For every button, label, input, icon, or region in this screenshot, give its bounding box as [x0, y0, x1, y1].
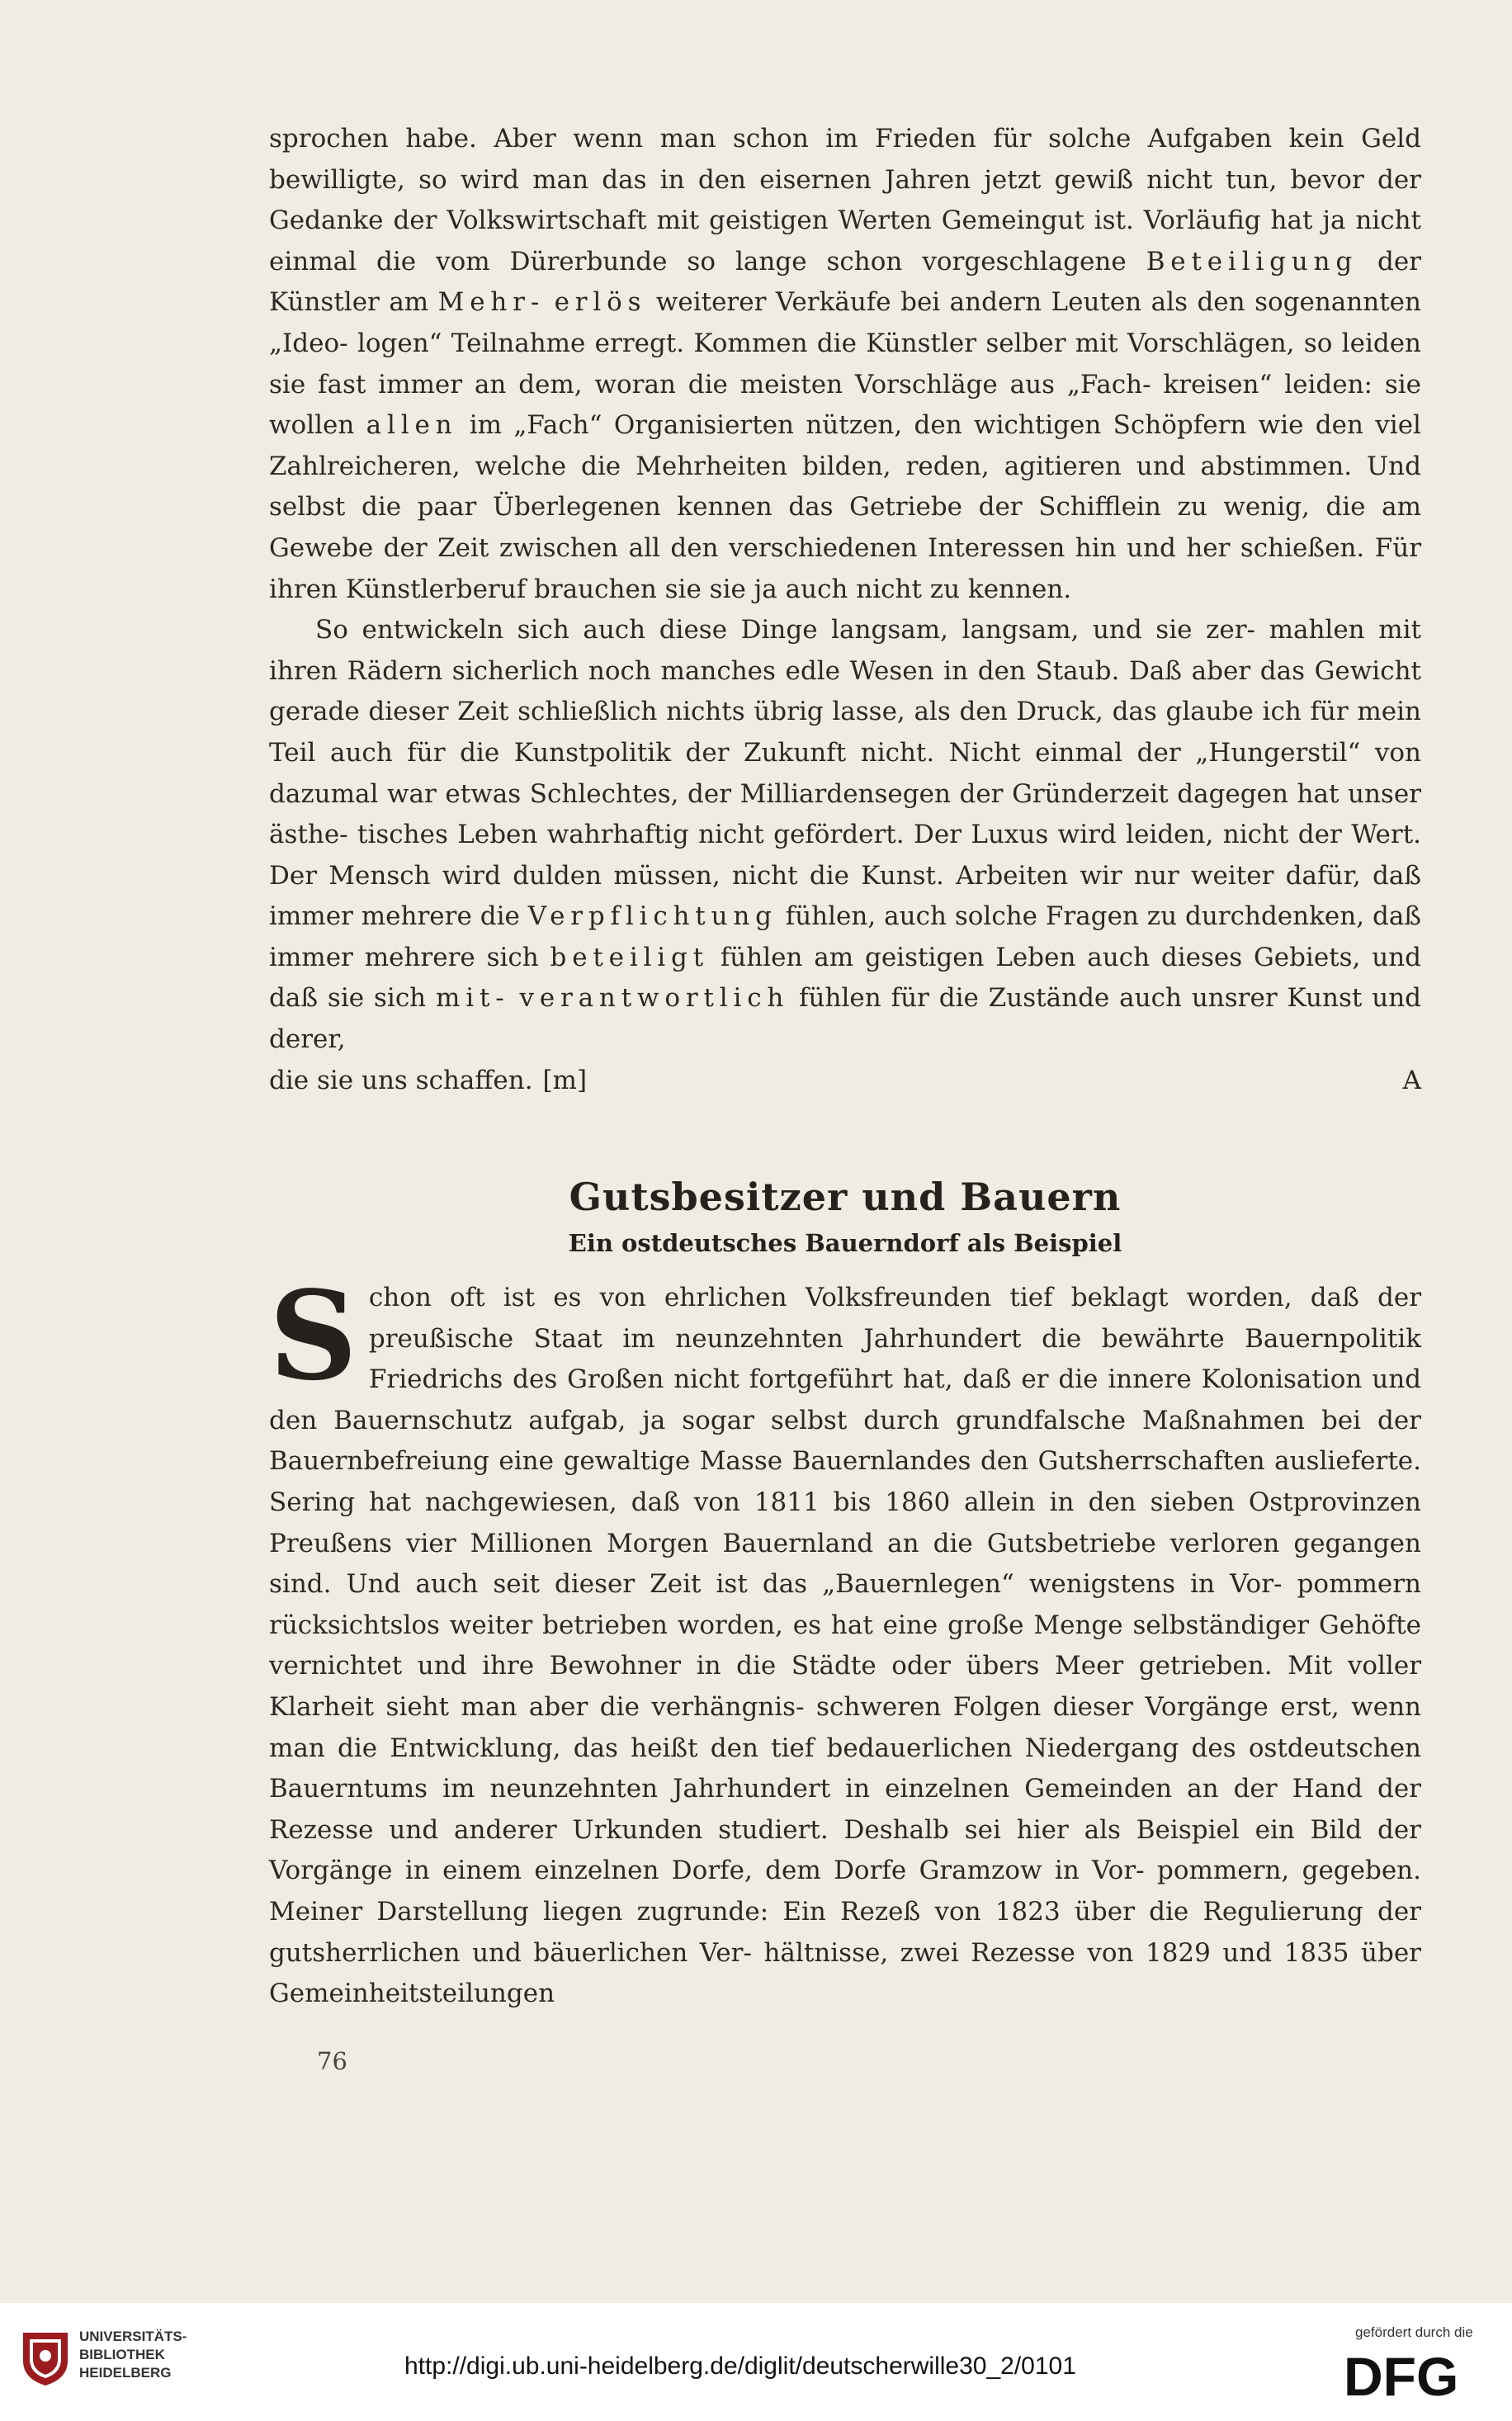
text-line: tisches Leben wahrhaftig nicht gefördert. Der Luxus wird leiden, nicht	[357, 820, 1289, 850]
paragraph	[269, 610, 1421, 1061]
text-line: zwischen all den verschiedenen Interessen hin und her schießen. Für ihren	[269, 532, 1422, 604]
text-line: den Druck, das glaube ich für mein Teil auch für die Kunstpolitik der	[269, 697, 1422, 768]
text-line: fühlen am geistigen Leben auch dieses Gebiets, und daß sie sich	[269, 942, 1421, 1014]
text-line: hältnisse, zwei Rezesse von 1829 und 1835 über Gemeinheitsteilungen	[269, 1937, 1421, 2009]
text-line: auch solche Fragen zu durchdenken, daß immer mehrere sich	[269, 901, 1422, 972]
emphasis-text: beteiligt	[550, 942, 709, 972]
text-line: pommern, gegeben. Meiner Darstellung liegen zugrunde: Ein Rezeß	[269, 1856, 1421, 1927]
institution-name	[79, 2328, 187, 2382]
text-line: Daß aber das Gewicht gerade dieser Zeit schließlich nichts übrig lasse, als	[269, 655, 1421, 727]
article-continuation	[269, 119, 1421, 1101]
text-line: die sie uns schaffen.	[269, 1065, 533, 1095]
source-url[interactable]: http://digi.ub.uni-heidelberg.de/diglit/deutscherwille30_2/0101	[404, 2352, 1076, 2380]
text-line: übers Meer getrieben. Mit voller Klarheit sieht man aber die verhängnis-	[269, 1651, 1422, 1722]
text-line: kein Geld bewilligte, so wird man das in den eisernen Jahren jetzt gewiß	[269, 124, 1422, 195]
text-line: heißt den tief bedauerlichen Niedergang des ostdeutschen Bauerntums im	[269, 1733, 1422, 1804]
emphasis-text: Beteiligung	[1146, 246, 1358, 277]
text-line: fühlen,	[777, 901, 876, 932]
article-body	[269, 1264, 1422, 2015]
emphasis-text: Mehr-	[437, 287, 546, 318]
text-line: so leiden sie fast immer an dem, woran die meisten Vorschläge aus „Fach-	[269, 328, 1422, 400]
text-line: wir nur weiter dafür, daß immer mehrere die	[269, 860, 1422, 932]
text-line: der Vorgänge in einem einzelnen Dorfe, dem Dorfe Gramzow in Vor-	[269, 1814, 1421, 1886]
text-line: Zukunft nicht. Nicht einmal der „Hungerstil“ von dazumal war etwas	[269, 737, 1421, 809]
institution-line: UNIVERSITÄTS-	[79, 2329, 187, 2344]
closing-line	[269, 1061, 1421, 1102]
closing-text	[269, 1061, 588, 1102]
institution-line: BIBLIOTHEK	[79, 2347, 165, 2362]
dfg-logo-icon	[1344, 2349, 1492, 2402]
article-heading	[269, 1172, 1421, 1261]
text-line: neunzehnten Jahrhundert in einzelnen Gemeinden an der Hand der Rezesse	[269, 1774, 1421, 1845]
drop-cap: S	[269, 1264, 357, 1407]
text-line: nicht tun, bevor der Gedanke der Volkswirtschaft mit geistigen Werten	[269, 164, 1421, 236]
dfg-logo-text: DFG	[1344, 2349, 1459, 2402]
emphasis-text: verantwortlich	[519, 983, 790, 1014]
author-initial: A	[1402, 1065, 1421, 1095]
emphasis-text: allen	[366, 410, 458, 441]
text-line: fühlen für die Zustände auch unsrer Kunst und derer,	[269, 983, 1422, 1055]
text-line: So entwickeln sich auch diese Dinge langsam, langsam, und sie zer-	[315, 615, 1255, 645]
text-line: der Künstler am	[269, 246, 1421, 318]
text-line: lange schon vorgeschlagene	[735, 246, 1146, 277]
article-title: Gutsbesitzer und Bauern	[569, 1175, 1122, 1219]
text-line: Schlechtes, der Milliardensegen der Gründerzeit dagegen hat unser ästhe-	[269, 778, 1421, 850]
text-line: der preußische Staat im neunzehnten Jahrhundert die bewährte	[368, 1283, 1422, 1354]
text-line: innere Kolonisation und den Bauernschutz aufgab, ja sogar selbst durch	[269, 1364, 1421, 1435]
text-line: mahlen mit ihren Rädern sicherlich noch manches edle Wesen in den Staub.	[269, 615, 1421, 686]
university-seal-icon	[20, 2329, 71, 2387]
article-subtitle: Ein ostdeutsches Bauerndorf als Beispiel	[568, 1229, 1122, 1257]
author-mark: [m]	[542, 1065, 588, 1095]
text-line: schweren Folgen dieser Vorgänge erst, wenn man die Entwicklung, das	[269, 1691, 1422, 1763]
text-line: von 1823 über die Regulierung der gutsherrlichen und bäuerlichen Ver-	[269, 1896, 1421, 1968]
text-line: selbständiger Gehöfte vernichtet und ihre Bewohner in die Städte oder	[269, 1610, 1422, 1681]
text-line: grundfalsche Maßnahmen bei der Bauernbefreiung eine gewaltige Masse	[269, 1405, 1421, 1477]
text-line: pommern rücksichtslos weiter betrieben worden, es hat eine große Menge	[269, 1569, 1421, 1640]
text-line: weiterer Verkäufe bei andern Leuten als den sogenannten „Ideo-	[269, 287, 1421, 358]
text-line: kennen das Getriebe der Schifflein zu wenig, die am Gewebe der Zeit	[269, 492, 1421, 563]
emphasis-text: mit-	[436, 983, 510, 1014]
institution-line: HEIDELBERG	[79, 2365, 172, 2381]
emphasis-text: erlös	[554, 287, 647, 318]
text-line: und anderer Urkunden studiert. Deshalb sei hier als Beispiel ein Bild	[389, 1814, 1363, 1845]
digitization-footer	[0, 2303, 1512, 2421]
text-line: chon oft ist es von ehrlichen Volksfreunden tief beklagt worden, daß	[368, 1283, 1359, 1312]
text-line: Millionen Morgen Bauernland an die Gutsbetriebe verloren gegangen	[470, 1528, 1421, 1558]
page-number: 76	[317, 2047, 347, 2075]
text-line: im „Fach“ Organisierten nützen, den	[457, 410, 962, 441]
text-line: der Wert. Der Mensch wird dulden müssen, nicht die Kunst. Arbeiten	[269, 820, 1422, 891]
text-line: kreisen“ leiden: sie wollen	[269, 369, 1422, 441]
paragraph	[269, 1264, 1422, 2015]
text-line: Künstlerberuf brauchen sie sie ja auch nicht zu kennen.	[345, 574, 1072, 604]
text-line: daß von 1811 bis 1860 allein in den sieben Ostprovinzen Preußens vier	[269, 1487, 1422, 1558]
text-line: logen“ Teilnahme erregt. Kommen die Künstler selber mit Vorschlägen,	[357, 328, 1295, 358]
text-line: sprochen habe. Aber wenn man schon im Frieden für solche Aufgaben	[269, 124, 1273, 154]
paragraph	[269, 119, 1421, 610]
text-line: Bauernlandes den Gutsherrschaften auslieferte. Sering hat nachgewiesen,	[269, 1446, 1421, 1517]
text-line: Bauernpolitik Friedrichs des Großen nicht fortgeführt hat, daß er die	[368, 1323, 1421, 1395]
text-line: bilden, reden, agitieren und abstimmen. Und selbst die paar Überlegenen	[269, 451, 1421, 523]
text-line: sind. Und auch seit dieser Zeit ist das „Bauernlegen“ wenigstens in Vor-	[269, 1569, 1283, 1600]
text-line: Gemeingut ist. Vorläufig hat ja nicht einmal die vom Dürerbunde so	[269, 206, 1422, 277]
emphasis-text: Verpflichtung	[527, 901, 777, 932]
text-line: wichtigen Schöpfern wie den viel Zahlreicheren, welche die Mehrheiten	[269, 410, 1421, 481]
funding-note: gefördert durch die	[1355, 2324, 1473, 2340]
